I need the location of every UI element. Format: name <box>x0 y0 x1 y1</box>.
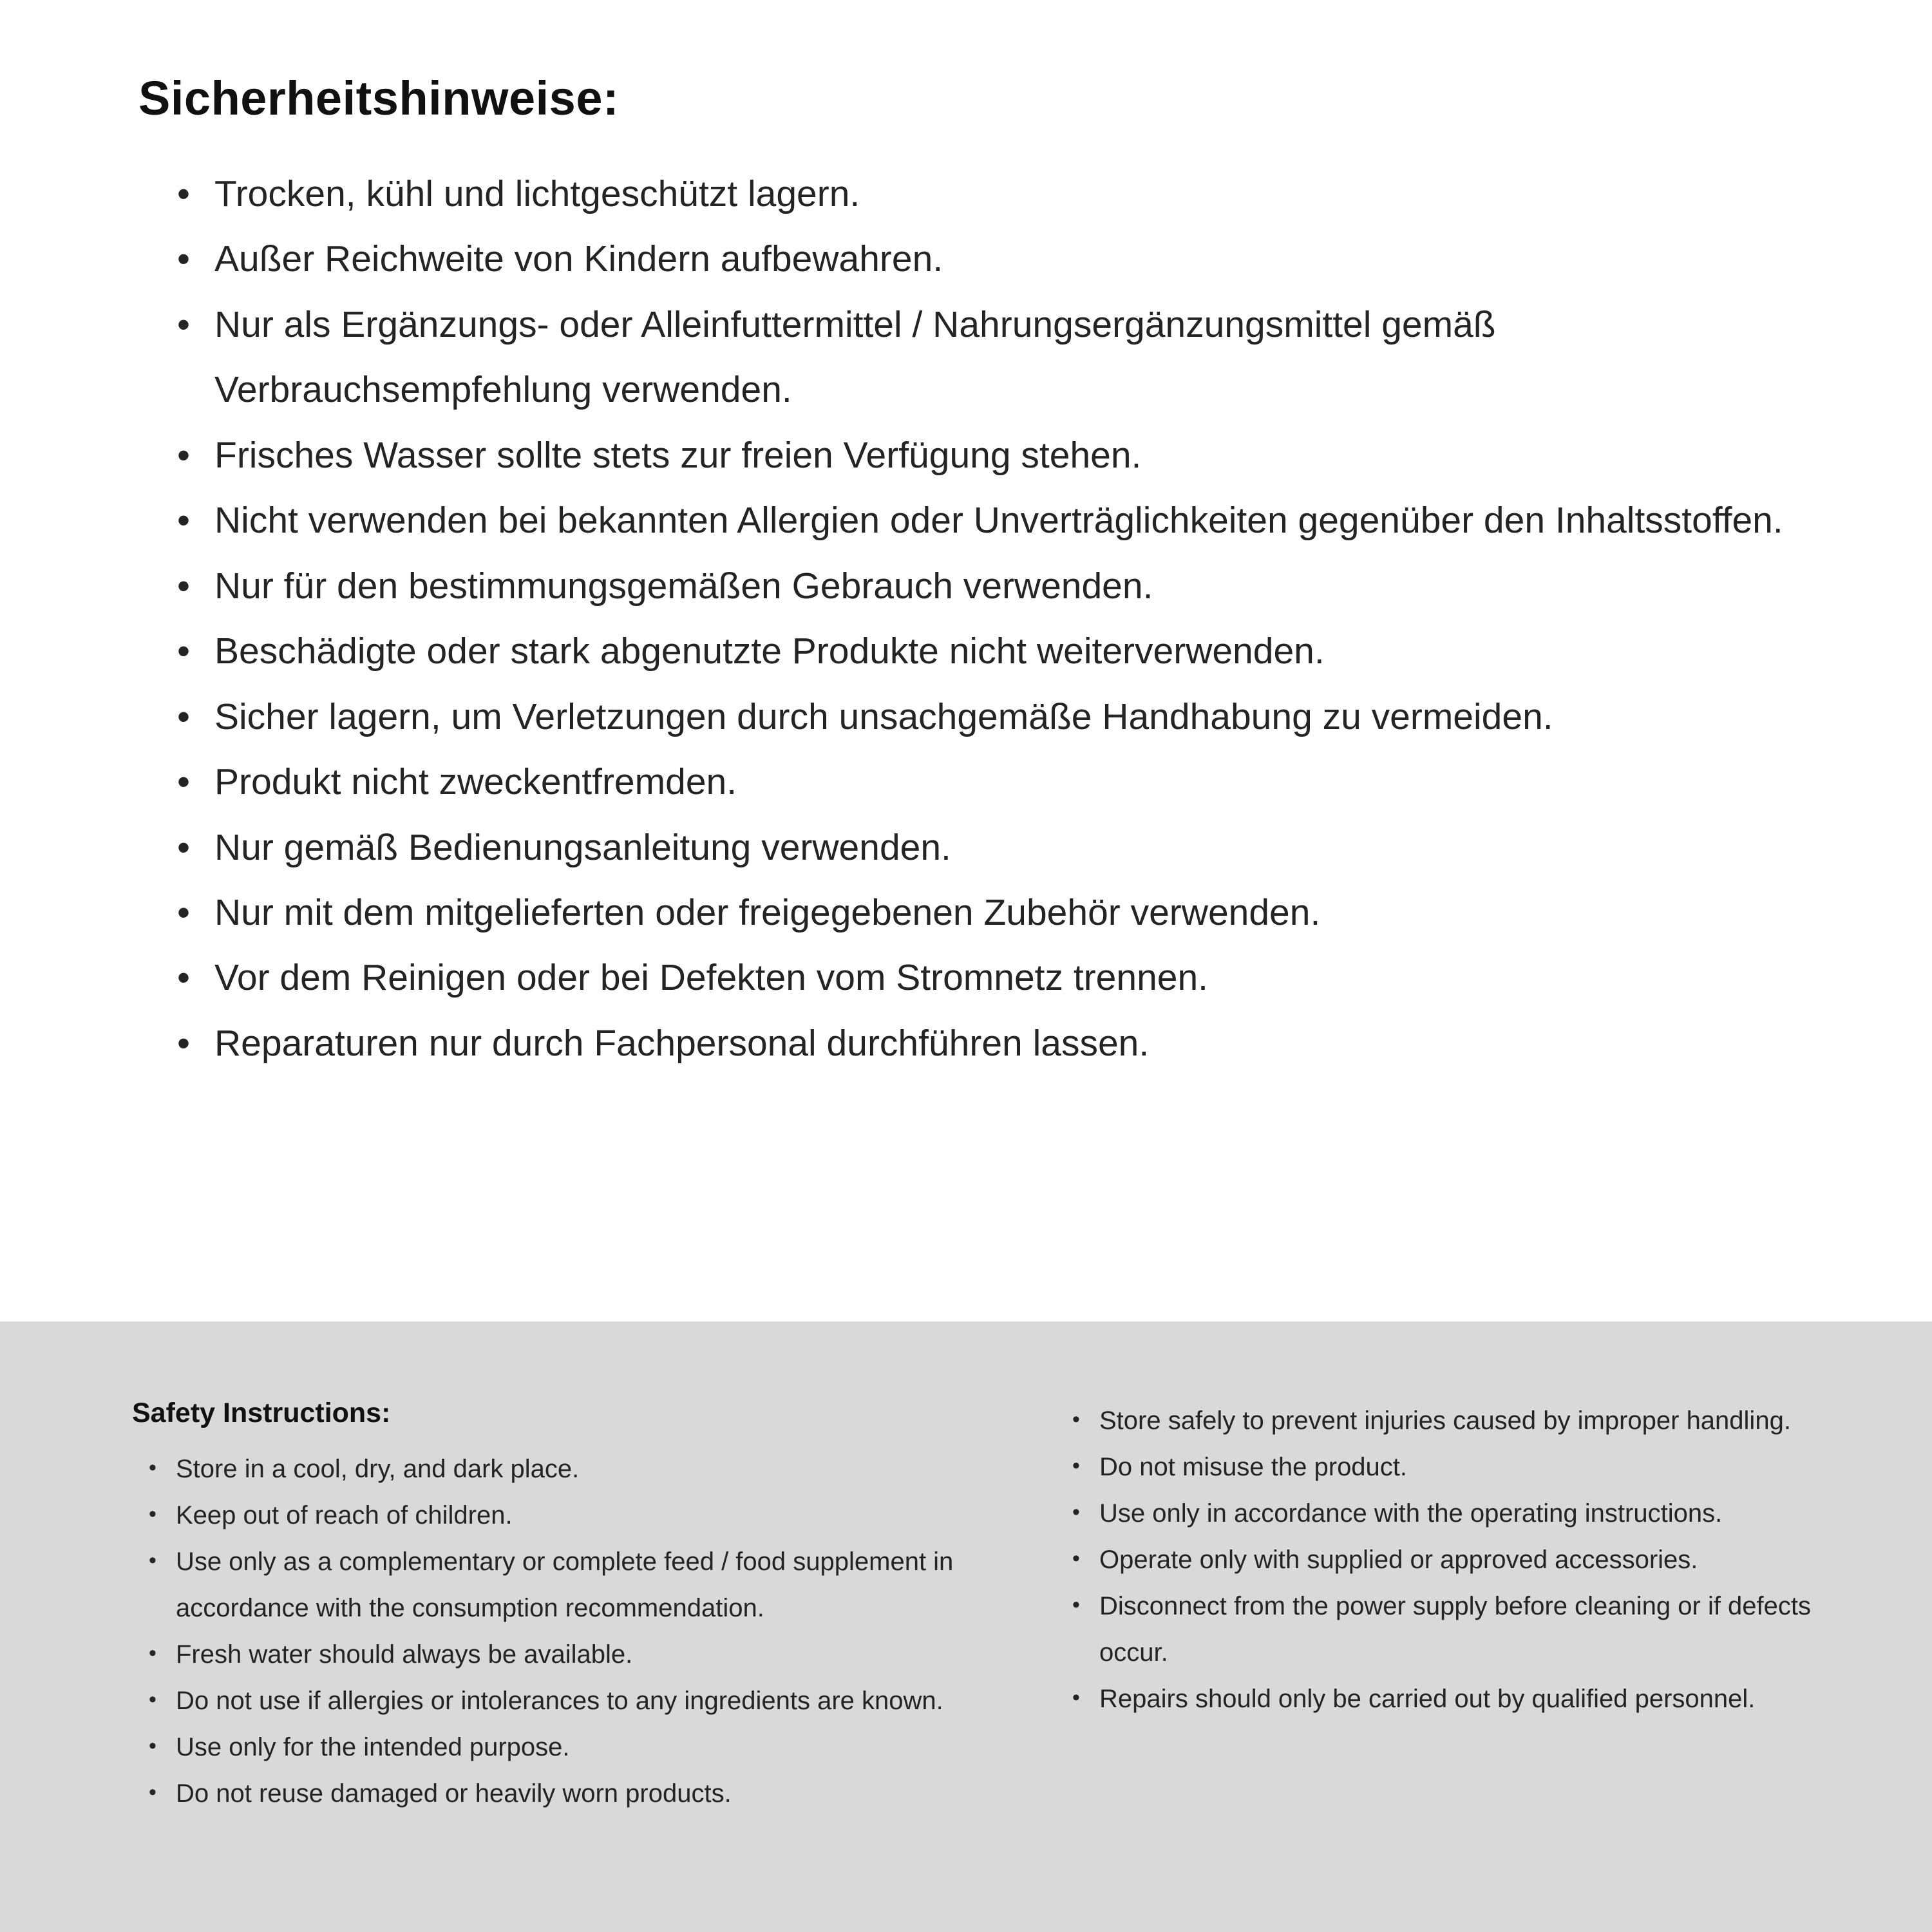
list-item: • Nur für den bestimmungsgemäßen Gebrauch verwenden. <box>177 554 1835 619</box>
list-item: • Disconnect from the power supply before cleaning or if defects occur. <box>1072 1583 1861 1676</box>
list-item: • Do not reuse damaged or heavily worn products. <box>149 1770 995 1817</box>
list-item: • Trocken, kühl und lichtgeschützt lagern. <box>177 162 1835 227</box>
german-section-title: Sicherheitshinweise: <box>138 71 620 125</box>
english-safety-section <box>0 1321 1932 1932</box>
english-right-column <box>1072 1397 1861 1932</box>
list-item: • Store safely to prevent injuries caused by improper handling. <box>1072 1397 1861 1444</box>
list-item: • Produkt nicht zweckentfremden. <box>177 750 1835 815</box>
list-item: • Nicht verwenden bei bekannten Allergien oder Unverträglichkeiten gegenüber den Inhaltsstoffen. <box>177 488 1835 553</box>
list-item: • Nur gemäß Bedienungsanleitung verwenden. <box>177 815 1835 880</box>
list-item: • Reparaturen nur durch Fachpersonal durchführen lassen. <box>177 1011 1835 1076</box>
english-safety-list-right <box>1072 1397 1861 1722</box>
list-item: • Use only as a complementary or complete feed / food supplement in accordance with the consumption recommendation. <box>149 1539 995 1631</box>
list-item: • Beschädigte oder stark abgenutzte Produkte nicht weiterverwenden. <box>177 619 1835 684</box>
list-item: • Use only in accordance with the operating instructions. <box>1072 1490 1861 1537</box>
list-item: • Do not use if allergies or intolerances to any ingredients are known. <box>149 1678 995 1724</box>
list-item: • Frisches Wasser sollte stets zur freien Verfügung stehen. <box>177 423 1835 488</box>
list-item: • Vor dem Reinigen oder bei Defekten vom Stromnetz trennen. <box>177 945 1835 1010</box>
list-item: • Sicher lagern, um Verletzungen durch unsachgemäße Handhabung zu vermeiden. <box>177 685 1835 750</box>
english-safety-list-left <box>149 1446 995 1817</box>
list-item: • Store in a cool, dry, and dark place. <box>149 1446 995 1492</box>
list-item: • Nur mit dem mitgelieferten oder freigegebenen Zubehör verwenden. <box>177 880 1835 945</box>
list-item: • Nur als Ergänzungs- oder Alleinfuttermittel / Nahrungsergänzungsmittel gemäß Verbrauchsempfehlung verwenden. <box>177 292 1835 423</box>
german-safety-list <box>177 162 1835 1076</box>
english-section-title: Safety Instructions: <box>132 1397 391 1428</box>
list-item: • Repairs should only be carried out by qualified personnel. <box>1072 1676 1861 1722</box>
list-item: • Use only for the intended purpose. <box>149 1724 995 1770</box>
list-item: • Fresh water should always be available. <box>149 1631 995 1678</box>
list-item: • Operate only with supplied or approved accessories. <box>1072 1537 1861 1583</box>
list-item: • Außer Reichweite von Kindern aufbewahren. <box>177 227 1835 292</box>
list-item: • Do not misuse the product. <box>1072 1444 1861 1490</box>
list-item: • Keep out of reach of children. <box>149 1492 995 1539</box>
english-left-column <box>132 1397 995 1932</box>
